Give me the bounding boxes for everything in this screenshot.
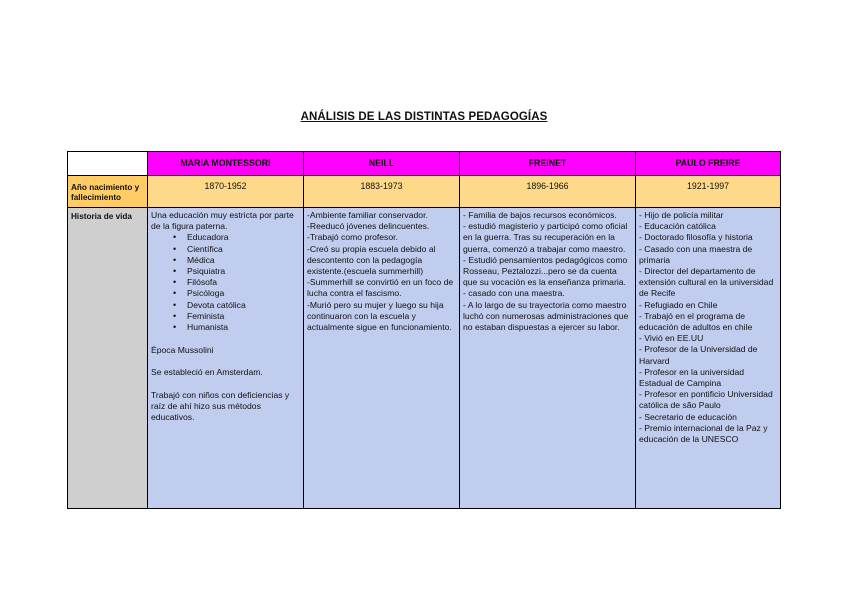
- header-freire: PAULO FREIRE: [636, 152, 781, 176]
- history-row: [68, 208, 781, 509]
- history-montessori: [148, 208, 304, 509]
- years-freire: 1921-1997: [636, 176, 781, 208]
- list-item: • Feminista: [173, 311, 300, 322]
- years-row-label: Año nacimiento y fallecimiento: [68, 176, 148, 208]
- header-row: [68, 152, 781, 176]
- list-item: • Científica: [173, 244, 300, 255]
- history-freire: [636, 208, 781, 509]
- header-corner-cell: [68, 152, 148, 176]
- document-title: ANÁLISIS DE LAS DISTINTAS PEDAGOGÍAS: [300, 111, 548, 123]
- montessori-trabajo: Trabajó con niños con deficiencias y raíz de ahí hizo sus métodos educativos.: [151, 389, 290, 423]
- years-freinet: 1896-1966: [460, 176, 636, 208]
- years-row: [68, 176, 781, 208]
- list-item: • Devota católica: [173, 300, 300, 311]
- list-item: • Humanista: [173, 322, 300, 333]
- freire-history-text: - Hijo de policía militar - Educación católica - Doctorado filosofía y historia - Casado con una maestra de primaria - Director del departamento de extensión cultural en la universidad de Recife - Refugiado en Chile - Trabajó en el programa de educación de adultos en chile - Vivió en EE.UU - Profesor de la Universidad de Harvard - Profesor en la universidad Estadual de Campina - Profesor en pontificio Universidad católica de são Paulo - Secretario de educación - Premio internacional de la Paz y educación de la UNESCO: [639, 210, 774, 445]
- list-item: • Psicóloga: [173, 288, 300, 299]
- years-neill: 1883-1973: [304, 176, 460, 208]
- montessori-establecio: Se estableció en Amsterdam.: [151, 367, 263, 378]
- history-neill: [304, 208, 460, 509]
- montessori-epoca: Época Mussolini: [151, 345, 214, 356]
- freinet-history-text: - Familia de bajos recursos económicos. - estudió magisterio y participó como oficial en la guerra. Tras su recuperación en la guerra, comenzó a trabajar como maestro. - Estudió pensamientos pedagógicos como Rosseau, Peztalozzi...pero se da cuenta que su vocación es la enseñanza primaria. - casado con una maestra. - A lo largo de su trayectoria como maestro luchó con numerosas administraciones que no estaban dispuestas a ejercer su labor.: [463, 210, 629, 333]
- list-item: • Educadora: [173, 232, 300, 243]
- header-montessori: MARIA MONTESSORI: [148, 152, 304, 176]
- header-freinet: FREINET: [460, 152, 636, 176]
- list-item: • Médica: [173, 255, 300, 266]
- history-row-label: Historia de vida: [68, 208, 148, 509]
- list-item: • Filósofa: [173, 277, 300, 288]
- montessori-roles-list: [151, 232, 300, 333]
- pedagogies-table: [67, 151, 781, 509]
- header-neill: NEILL: [304, 152, 460, 176]
- years-montessori: 1870-1952: [148, 176, 304, 208]
- history-freinet: [460, 208, 636, 509]
- neill-history-text: -Ambiente familiar conservador. -Reeducó jóvenes delincuentes. -Trabajó como profesor. -Creó su propia escuela debido al descontento con la pedagogía existente.(escuela summerhill) -Summerhill se convirtió en un foco de lucha contra el fascismo. -Murió pero su mujer y luego su hija continuaron con la escuela y actualmente sigue en funcionamiento.: [307, 210, 454, 333]
- montessori-intro: Una educación muy estricta por parte de la figura paterna.: [151, 210, 294, 232]
- list-item: • Psiquiatra: [173, 266, 300, 277]
